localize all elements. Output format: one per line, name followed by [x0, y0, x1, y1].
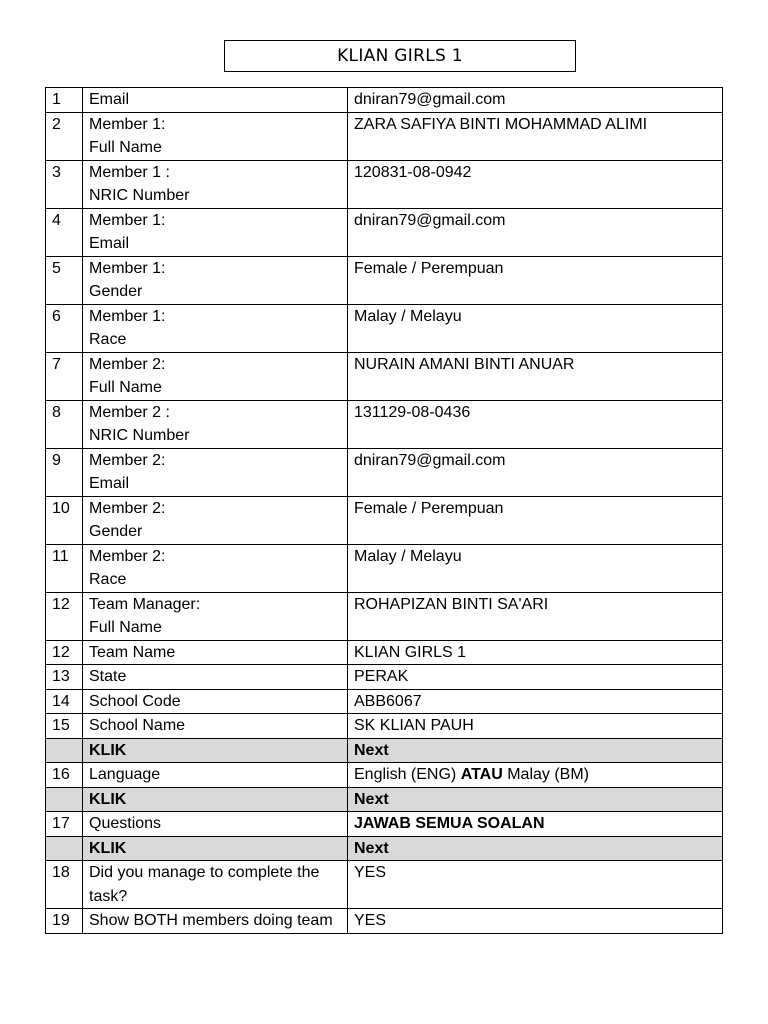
table-row-action — [46, 738, 723, 763]
row-number: 12 — [46, 640, 83, 665]
field-label-line: Race — [89, 331, 127, 348]
field-label-line: School Name — [89, 717, 186, 734]
field-label-line: Member 1: — [89, 307, 166, 325]
field-label-line: Email — [89, 91, 130, 108]
table-row-action — [46, 787, 723, 812]
field-label-line: Race — [89, 571, 127, 588]
field-value: Malay / Melayu — [348, 544, 723, 592]
field-label-line: Member 2: — [89, 499, 166, 517]
row-number: 9 — [46, 448, 83, 496]
value-part: Malay (BM) — [502, 766, 589, 783]
field-label — [83, 909, 348, 934]
field-label-line: Team Manager: — [89, 595, 201, 613]
field-value: ZARA SAFIYA BINTI MOHAMMAD ALIMI — [348, 112, 723, 160]
field-label-line: Full Name — [89, 139, 162, 156]
field-label-line: Member 1: — [89, 259, 166, 277]
field-label-line: KLIK — [89, 839, 127, 857]
field-label-line: Full Name — [89, 379, 162, 396]
table-row — [46, 160, 723, 208]
field-label — [83, 592, 348, 640]
field-value: dniran79@gmail.com — [348, 208, 723, 256]
row-number: 3 — [46, 160, 83, 208]
row-number: 11 — [46, 544, 83, 592]
table-row — [46, 714, 723, 739]
row-number: 10 — [46, 496, 83, 544]
field-value — [348, 763, 723, 788]
field-label — [83, 738, 348, 763]
field-label — [83, 112, 348, 160]
field-label — [83, 352, 348, 400]
field-label — [83, 160, 348, 208]
table-row — [46, 592, 723, 640]
field-label — [83, 763, 348, 788]
field-label — [83, 544, 348, 592]
field-label-line: Member 2 : — [89, 403, 170, 421]
field-label-line: KLIK — [89, 741, 127, 759]
field-value: Malay / Melayu — [348, 304, 723, 352]
field-label-line: Full Name — [89, 619, 162, 636]
row-number: 12 — [46, 592, 83, 640]
field-label-line: task? — [89, 887, 128, 905]
table-row — [46, 763, 723, 788]
field-label — [83, 861, 348, 909]
field-label-line: Member 2: — [89, 451, 166, 469]
field-label — [83, 812, 348, 837]
field-label-line: KLIK — [89, 790, 127, 808]
row-number: 5 — [46, 256, 83, 304]
field-label — [83, 304, 348, 352]
field-label-line: School Code — [89, 692, 181, 710]
table-row — [46, 812, 723, 837]
value-part: English (ENG) — [354, 766, 461, 783]
table-row — [46, 352, 723, 400]
table-row — [46, 640, 723, 665]
field-value: KLIAN GIRLS 1 — [348, 640, 723, 665]
field-value: dniran79@gmail.com — [348, 448, 723, 496]
field-label — [83, 256, 348, 304]
field-label — [83, 208, 348, 256]
field-label-line: Team Name — [89, 643, 176, 661]
field-label — [83, 400, 348, 448]
row-number — [46, 787, 83, 812]
row-number: 6 — [46, 304, 83, 352]
row-number: 8 — [46, 400, 83, 448]
field-label-line: Member 2: — [89, 355, 166, 373]
row-number: 1 — [46, 88, 83, 113]
field-label-line: Language — [89, 766, 161, 783]
field-value: Next — [348, 836, 723, 861]
table-row — [46, 544, 723, 592]
field-label — [83, 640, 348, 665]
row-number: 13 — [46, 665, 83, 690]
field-value: dniran79@gmail.com — [348, 88, 723, 113]
table-row — [46, 689, 723, 714]
field-label-line: Questions — [89, 815, 162, 832]
field-value: Female / Perempuan — [348, 256, 723, 304]
registration-table — [45, 87, 723, 934]
field-label-line: Show BOTH members doing team — [89, 912, 333, 929]
field-label — [83, 787, 348, 812]
table-row — [46, 400, 723, 448]
table-row — [46, 448, 723, 496]
field-label — [83, 496, 348, 544]
table-row — [46, 496, 723, 544]
field-value: PERAK — [348, 665, 723, 690]
field-value: 131129-08-0436 — [348, 400, 723, 448]
field-label-line: Gender — [89, 523, 143, 540]
field-value: NURAIN AMANI BINTI ANUAR — [348, 352, 723, 400]
field-label — [83, 836, 348, 861]
table-row — [46, 256, 723, 304]
table-row — [46, 88, 723, 113]
row-number: 15 — [46, 714, 83, 739]
field-value: Next — [348, 787, 723, 812]
field-label-line: Member 1: — [89, 211, 166, 229]
row-number: 14 — [46, 689, 83, 714]
table-row-action — [46, 836, 723, 861]
field-label-line: Email — [89, 475, 130, 492]
field-value: ROHAPIZAN BINTI SA'ARI — [348, 592, 723, 640]
field-value: ABB6067 — [348, 689, 723, 714]
row-number: 18 — [46, 861, 83, 909]
field-label-line: NRIC Number — [89, 187, 190, 204]
field-value: JAWAB SEMUA SOALAN — [348, 812, 723, 837]
field-label — [83, 88, 348, 113]
table-row — [46, 208, 723, 256]
field-label — [83, 665, 348, 690]
field-label-line: Member 1: — [89, 115, 166, 133]
field-label — [83, 689, 348, 714]
row-number: 4 — [46, 208, 83, 256]
field-value: 120831-08-0942 — [348, 160, 723, 208]
table-row — [46, 112, 723, 160]
row-number: 16 — [46, 763, 83, 788]
row-number: 17 — [46, 812, 83, 837]
row-number: 2 — [46, 112, 83, 160]
table-row — [46, 665, 723, 690]
field-label-line: Gender — [89, 283, 143, 300]
field-label-line: NRIC Number — [89, 427, 190, 444]
table-row — [46, 909, 723, 934]
table-row — [46, 304, 723, 352]
field-label-line: Email — [89, 235, 130, 252]
field-value: YES — [348, 861, 723, 909]
value-part: ATAU — [460, 766, 503, 783]
field-label-line: Member 1 : — [89, 163, 170, 181]
row-number: 19 — [46, 909, 83, 934]
row-number — [46, 738, 83, 763]
field-label-line: Did you manage to complete the — [89, 864, 320, 881]
field-label-line: State — [89, 668, 127, 685]
field-label — [83, 714, 348, 739]
row-number — [46, 836, 83, 861]
field-label — [83, 448, 348, 496]
field-label-line: Member 2: — [89, 547, 166, 565]
field-value: Female / Perempuan — [348, 496, 723, 544]
field-value: YES — [348, 909, 723, 934]
table-row — [46, 861, 723, 909]
row-number: 7 — [46, 352, 83, 400]
document-title: KLIAN GIRLS 1 — [224, 40, 576, 72]
field-value: Next — [348, 738, 723, 763]
field-value: SK KLIAN PAUH — [348, 714, 723, 739]
